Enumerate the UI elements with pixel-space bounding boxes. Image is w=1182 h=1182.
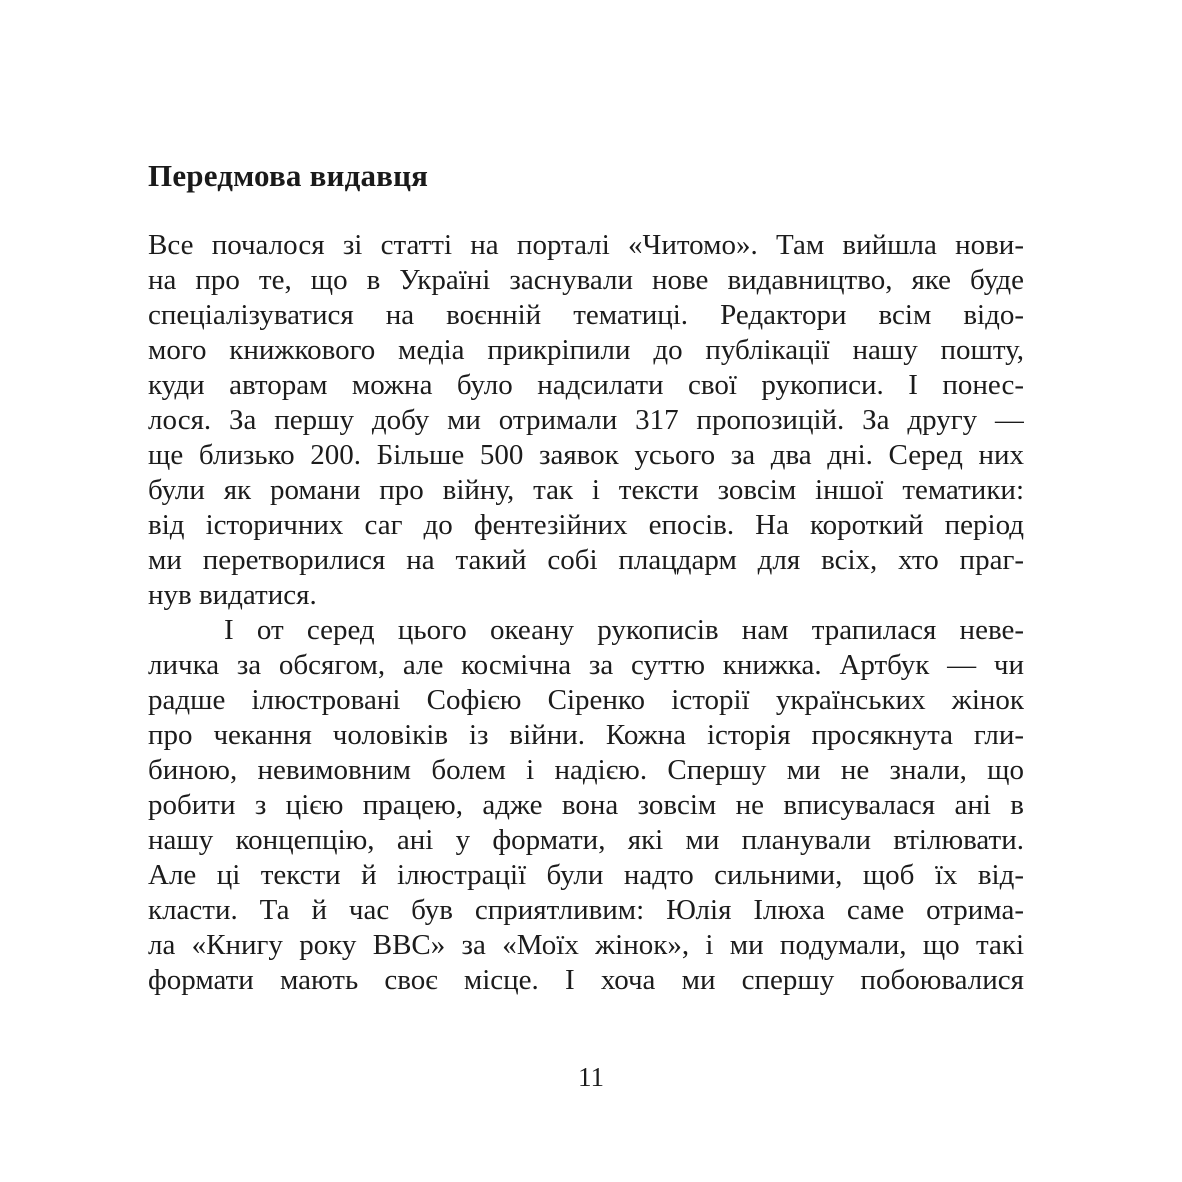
text-line: лося. За першу добу ми отримали 317 пропозицій. За другу — — [148, 404, 1024, 436]
text-line: робити з цією працею, адже вона зовсім не вписувалася ані в — [148, 789, 1024, 821]
text-line: І от серед цього океану рукописів нам трапилася неве- — [224, 614, 1024, 646]
text-line: формати мають своє місце. І хоча ми спершу побоювалися — [148, 964, 1024, 996]
text-line: класти. Та й час був сприятливим: Юлія Ілюха саме отрима- — [148, 894, 1024, 926]
text-line: радше ілюстровані Софією Сіренко історії українських жінок — [148, 684, 1024, 716]
chapter-heading: Передмова видавця — [148, 158, 429, 193]
page-number: 11 — [578, 1062, 604, 1092]
text-line: нув видатися. — [148, 579, 317, 611]
text-line: биною, невимовним болем і надією. Спершу ми не знали, що — [148, 754, 1024, 786]
body-text — [148, 228, 1024, 998]
text-line: спеціалізуватися на воєнній тематиці. Редактори всім відо- — [148, 299, 1024, 331]
text-line: ще близько 200. Більше 500 заявок усього за два дні. Серед них — [148, 439, 1024, 471]
text-line: мого книжкового медіа прикріпили до публікації нашу пошту, — [148, 334, 1024, 366]
text-line: личка за обсягом, але космічна за суттю книжка. Артбук — чи — [148, 649, 1024, 681]
text-line: Все почалося зі статті на порталі «Читомо». Там вийшла нови- — [148, 229, 1024, 261]
text-line: ми перетворилися на такий собі плацдарм для всіх, хто праг- — [148, 544, 1024, 576]
text-line: нашу концепцію, ані у формати, які ми планували втілювати. — [148, 824, 1024, 856]
text-line: ла «Книгу року ВВС» за «Моїх жінок», і ми подумали, що такі — [148, 929, 1024, 961]
text-line: про чекання чоловіків із війни. Кожна історія просякнута гли- — [148, 719, 1024, 751]
text-line: на про те, що в Україні заснували нове видавництво, яке буде — [148, 264, 1024, 296]
text-line: Але ці тексти й ілюстрації були надто сильними, щоб їх від- — [148, 859, 1024, 891]
text-line: від історичних саг до фентезійних епосів. На короткий період — [148, 509, 1024, 541]
text-line: куди авторам можна було надсилати свої рукописи. І понес- — [148, 369, 1024, 401]
text-line: були як романи про війну, так і тексти зовсім іншої тематики: — [148, 474, 1024, 506]
